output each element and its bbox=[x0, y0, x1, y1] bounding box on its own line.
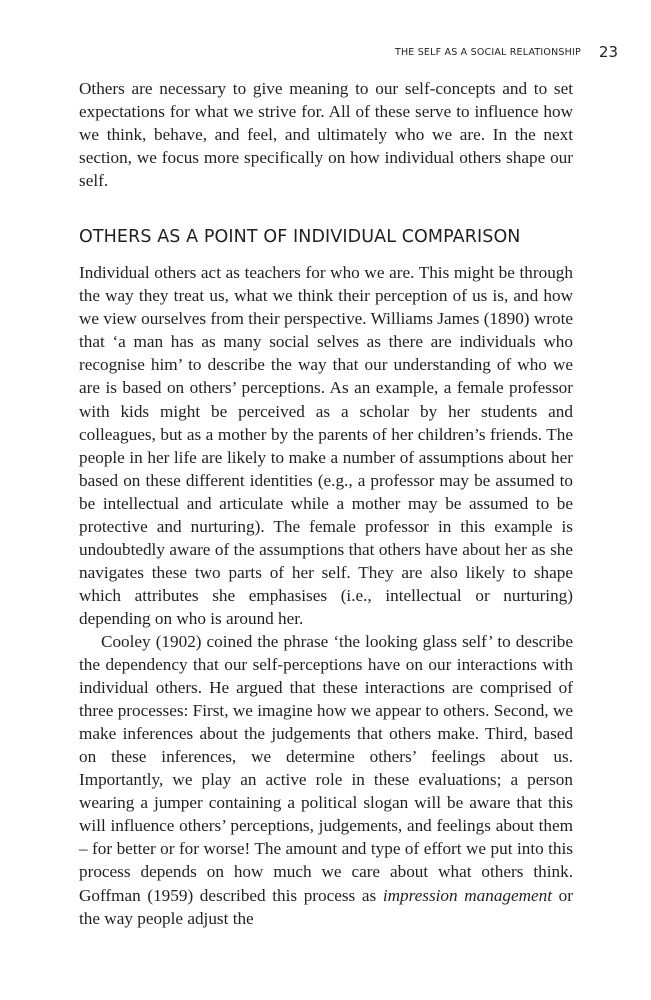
page-number: 23 bbox=[598, 43, 618, 61]
section-heading: OTHERS AS A POINT OF INDIVIDUAL COMPARISON bbox=[79, 227, 521, 248]
body-paragraph-1: Individual others act as teachers for who we are. This might be through the way they treat us, what we think their perception of us is, and how we view ourselves from their perspective. Williams James (1890) wrote that ‘a man has as many social selves as there are individuals who recognise him’ to describe the way that our understanding of who we are is based on others’ perceptions. As an example, a female professor with kids might be perceived as a scholar by her students and colleagues, but as a mother by the parents of her children’s friends. The people in her life are likely to make a number of assumptions about her based on these different identities (e.g., a professor may be assumed to be intellectual and articulate while a mother may be assumed to be protective and nurturing). The female professor in this example is undoubtedly aware of the assumptions that others have about her as she navigates these two parts of her self. They are also likely to shape which attributes she emphasises (i.e., intellectual or nurturing) depending on who is around her. bbox=[79, 263, 573, 628]
paragraph-2-emphasis: impression management bbox=[382, 885, 553, 905]
intro-paragraph: Others are necessary to give meaning to our self-concepts and to set expectations for what we strive for. All of these serve to influence how we think, behave, and feel, and ultimately who we are. In the next section, we focus more specifically on how individual others shape our self. bbox=[79, 79, 573, 191]
page-body bbox=[79, 77, 573, 930]
paragraph-2-text: Cooley (1902) coined the phrase ‘the looking glass self’ to describe the dependency that our self-perceptions have on our interactions with individual others. He argued that these interactions are comprised of three processes: First, we imagine how we appear to others. Second, we make inferences about the judgements that others make. Third, based on these inferences, we determine others’ feelings about us. Importantly, we play an active role in these evaluations; a person wearing a jumper containing a political slogan will be aware that this will influence others’ perceptions, judgements, and feelings about them – for better or for worse! The amount and type of effort we put into this process depends on how much we care about what others think. Goffman (1959) described this process as bbox=[79, 631, 573, 905]
running-title: THE SELF AS A SOCIAL RELATIONSHIP bbox=[394, 46, 581, 58]
paragraph-2-tail: or the way people adjust the bbox=[79, 885, 573, 928]
running-head bbox=[395, 40, 618, 64]
body-paragraph-2 bbox=[79, 630, 573, 930]
